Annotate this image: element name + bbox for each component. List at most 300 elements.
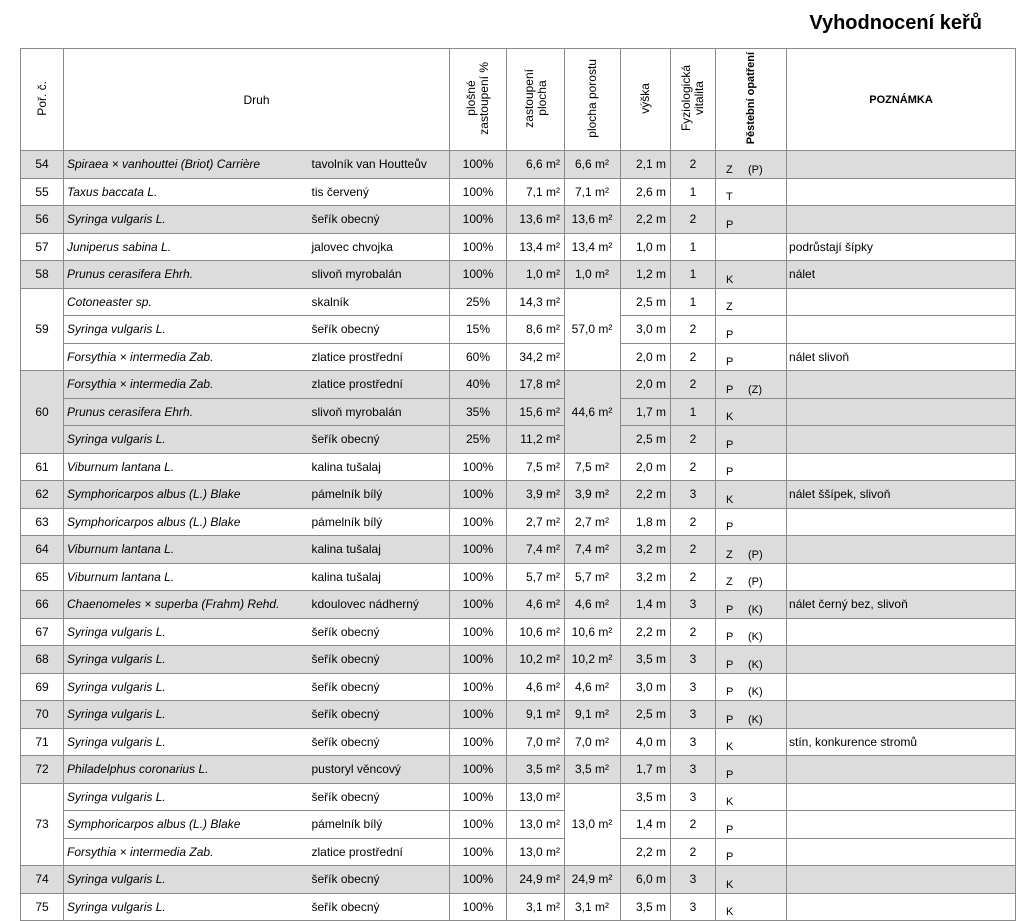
height-value: 2,0 m bbox=[621, 371, 671, 399]
area-value: 4,6 m² bbox=[507, 673, 565, 701]
height-value: 2,6 m bbox=[621, 178, 671, 206]
header-height: výška bbox=[621, 49, 671, 151]
note-cell: podrůstají šípky bbox=[787, 233, 1016, 261]
height-value: 3,2 m bbox=[621, 536, 671, 564]
row-number: 58 bbox=[21, 261, 64, 289]
measure-secondary: (P) bbox=[748, 548, 763, 561]
table-row bbox=[21, 728, 1016, 756]
height-value: 6,0 m bbox=[621, 866, 671, 894]
share-percent: 100% bbox=[450, 646, 507, 674]
height-value: 3,0 m bbox=[621, 316, 671, 344]
czech-name: pustoryl věncový bbox=[309, 756, 450, 784]
table-row bbox=[21, 453, 1016, 481]
note-cell bbox=[787, 453, 1016, 481]
note-cell bbox=[787, 563, 1016, 591]
measure-secondary: (K) bbox=[748, 713, 763, 726]
measure-cell bbox=[716, 811, 787, 839]
measure-primary: P bbox=[726, 356, 734, 368]
row-number: 59 bbox=[21, 288, 64, 371]
table-row bbox=[21, 178, 1016, 206]
share-percent: 100% bbox=[450, 261, 507, 289]
measure-primary: P bbox=[726, 658, 734, 671]
note-cell bbox=[787, 673, 1016, 701]
measure-primary: Z bbox=[726, 163, 733, 176]
area-value: 13,0 m² bbox=[507, 838, 565, 866]
note-cell bbox=[787, 756, 1016, 784]
latin-name: Syringa vulgaris L. bbox=[64, 316, 309, 344]
header-note: POZNÁMKA bbox=[787, 49, 1016, 151]
note-cell: nálet ššípek, slivoň bbox=[787, 481, 1016, 509]
czech-name: šeřík obecný bbox=[309, 673, 450, 701]
vitality-value: 2 bbox=[671, 371, 716, 399]
height-value: 2,1 m bbox=[621, 151, 671, 179]
row-number: 62 bbox=[21, 481, 64, 509]
total-area: 5,7 m² bbox=[565, 563, 621, 591]
height-value: 3,5 m bbox=[621, 646, 671, 674]
measure-primary: Z bbox=[726, 548, 733, 561]
area-value: 13,0 m² bbox=[507, 783, 565, 811]
area-value: 11,2 m² bbox=[507, 426, 565, 454]
measure-primary: P bbox=[726, 823, 734, 836]
area-value: 7,1 m² bbox=[507, 178, 565, 206]
vitality-value: 3 bbox=[671, 673, 716, 701]
total-area: 10,2 m² bbox=[565, 646, 621, 674]
measure-primary: K bbox=[726, 878, 734, 891]
area-value: 4,6 m² bbox=[507, 591, 565, 619]
latin-name: Viburnum lantana L. bbox=[64, 536, 309, 564]
total-area: 9,1 m² bbox=[565, 701, 621, 729]
area-value: 3,9 m² bbox=[507, 481, 565, 509]
row-number: 68 bbox=[21, 646, 64, 674]
header-area: zastoupení plocha bbox=[507, 49, 565, 151]
vitality-value: 2 bbox=[671, 536, 716, 564]
area-value: 6,6 m² bbox=[507, 151, 565, 179]
table-row bbox=[21, 371, 1016, 399]
czech-name: tavolník van Houtteův bbox=[309, 151, 450, 179]
latin-name: Symphoricarpos albus (L.) Blake bbox=[64, 811, 309, 839]
vitality-value: 2 bbox=[671, 426, 716, 454]
row-number: 60 bbox=[21, 371, 64, 454]
vitality-value: 2 bbox=[671, 563, 716, 591]
row-number: 73 bbox=[21, 783, 64, 866]
height-value: 2,5 m bbox=[621, 426, 671, 454]
measure-cell bbox=[716, 646, 787, 674]
measure-cell bbox=[716, 316, 787, 344]
row-number: 75 bbox=[21, 893, 64, 921]
total-area: 10,6 m² bbox=[565, 618, 621, 646]
share-percent: 100% bbox=[450, 783, 507, 811]
share-percent: 100% bbox=[450, 481, 507, 509]
measure-cell bbox=[716, 701, 787, 729]
czech-name: šeřík obecný bbox=[309, 646, 450, 674]
share-percent: 100% bbox=[450, 756, 507, 784]
vitality-value: 2 bbox=[671, 151, 716, 179]
table-row bbox=[21, 316, 1016, 344]
czech-name: kalina tušalaj bbox=[309, 563, 450, 591]
total-area: 7,1 m² bbox=[565, 178, 621, 206]
czech-name: šeřík obecný bbox=[309, 728, 450, 756]
height-value: 3,5 m bbox=[621, 783, 671, 811]
czech-name: zlatice prostřední bbox=[309, 371, 450, 399]
latin-name: Syringa vulgaris L. bbox=[64, 673, 309, 701]
height-value: 1,8 m bbox=[621, 508, 671, 536]
height-value: 3,2 m bbox=[621, 563, 671, 591]
measure-cell bbox=[716, 233, 787, 261]
table-row bbox=[21, 673, 1016, 701]
total-area: 2,7 m² bbox=[565, 508, 621, 536]
total-area: 13,6 m² bbox=[565, 206, 621, 234]
height-value: 2,2 m bbox=[621, 838, 671, 866]
measure-primary: P bbox=[726, 851, 734, 863]
note-cell bbox=[787, 701, 1016, 729]
latin-name: Syringa vulgaris L. bbox=[64, 646, 309, 674]
table-row bbox=[21, 151, 1016, 179]
czech-name: slivoň myrobalán bbox=[309, 398, 450, 426]
total-area: 44,6 m² bbox=[565, 371, 621, 454]
total-area: 3,9 m² bbox=[565, 481, 621, 509]
measure-primary: P bbox=[726, 713, 734, 726]
note-cell bbox=[787, 783, 1016, 811]
share-percent: 100% bbox=[450, 701, 507, 729]
row-number: 71 bbox=[21, 728, 64, 756]
table-row bbox=[21, 398, 1016, 426]
height-value: 2,2 m bbox=[621, 481, 671, 509]
note-cell bbox=[787, 646, 1016, 674]
measure-secondary: (Z) bbox=[748, 383, 763, 396]
vitality-value: 2 bbox=[671, 508, 716, 536]
measure-primary: K bbox=[726, 906, 734, 918]
area-value: 9,1 m² bbox=[507, 701, 565, 729]
height-value: 2,0 m bbox=[621, 453, 671, 481]
latin-name: Chaenomeles × superba (Frahm) Rehd. bbox=[64, 591, 309, 619]
table-row bbox=[21, 536, 1016, 564]
area-value: 15,6 m² bbox=[507, 398, 565, 426]
latin-name: Syringa vulgaris L. bbox=[64, 893, 309, 921]
height-value: 1,4 m bbox=[621, 811, 671, 839]
measure-cell bbox=[716, 893, 787, 921]
czech-name: slivoň myrobalán bbox=[309, 261, 450, 289]
measure-cell bbox=[716, 536, 787, 564]
vitality-value: 1 bbox=[671, 178, 716, 206]
czech-name: zlatice prostřední bbox=[309, 343, 450, 371]
measure-cell bbox=[716, 756, 787, 784]
row-number: 69 bbox=[21, 673, 64, 701]
share-percent: 35% bbox=[450, 398, 507, 426]
measure-cell bbox=[716, 371, 787, 399]
czech-name: zlatice prostřední bbox=[309, 838, 450, 866]
area-value: 13,6 m² bbox=[507, 206, 565, 234]
measure-primary: P bbox=[726, 631, 734, 643]
row-number: 55 bbox=[21, 178, 64, 206]
row-number: 64 bbox=[21, 536, 64, 564]
total-area: 7,4 m² bbox=[565, 536, 621, 564]
row-number: 57 bbox=[21, 233, 64, 261]
measure-cell bbox=[716, 261, 787, 289]
total-area: 57,0 m² bbox=[565, 288, 621, 371]
height-value: 1,0 m bbox=[621, 233, 671, 261]
latin-name: Symphoricarpos albus (L.) Blake bbox=[64, 508, 309, 536]
note-cell: stín, konkurence stromů bbox=[787, 728, 1016, 756]
note-cell bbox=[787, 316, 1016, 344]
header-no: Poř. č. bbox=[21, 49, 64, 151]
measure-primary: K bbox=[726, 493, 734, 506]
vitality-value: 2 bbox=[671, 811, 716, 839]
note-cell bbox=[787, 398, 1016, 426]
measure-primary: K bbox=[726, 411, 734, 423]
height-value: 3,5 m bbox=[621, 893, 671, 921]
shrub-evaluation-table bbox=[20, 48, 1016, 921]
latin-name: Syringa vulgaris L. bbox=[64, 783, 309, 811]
note-cell: nálet slivoň bbox=[787, 343, 1016, 371]
latin-name: Viburnum lantana L. bbox=[64, 453, 309, 481]
latin-name: Syringa vulgaris L. bbox=[64, 728, 309, 756]
row-number: 74 bbox=[21, 866, 64, 894]
share-percent: 100% bbox=[450, 618, 507, 646]
czech-name: šeřík obecný bbox=[309, 783, 450, 811]
latin-name: Spiraea × vanhouttei (Briot) Carrière bbox=[64, 151, 309, 179]
table-row bbox=[21, 343, 1016, 371]
area-value: 2,7 m² bbox=[507, 508, 565, 536]
measure-primary: P bbox=[726, 768, 734, 781]
table-row bbox=[21, 646, 1016, 674]
share-percent: 100% bbox=[450, 206, 507, 234]
measure-secondary: (K) bbox=[748, 631, 763, 643]
share-percent: 60% bbox=[450, 343, 507, 371]
share-percent: 100% bbox=[450, 508, 507, 536]
measure-cell bbox=[716, 783, 787, 811]
czech-name: šeřík obecný bbox=[309, 206, 450, 234]
measure-primary: Z bbox=[726, 576, 733, 588]
measure-primary: P bbox=[726, 328, 734, 341]
area-value: 13,4 m² bbox=[507, 233, 565, 261]
measure-cell bbox=[716, 453, 787, 481]
row-number: 72 bbox=[21, 756, 64, 784]
table-row bbox=[21, 508, 1016, 536]
row-number: 63 bbox=[21, 508, 64, 536]
total-area: 13,4 m² bbox=[565, 233, 621, 261]
measure-cell bbox=[716, 563, 787, 591]
note-cell bbox=[787, 838, 1016, 866]
vitality-value: 1 bbox=[671, 398, 716, 426]
vitality-value: 2 bbox=[671, 343, 716, 371]
note-cell bbox=[787, 178, 1016, 206]
latin-name: Syringa vulgaris L. bbox=[64, 701, 309, 729]
note-cell: nálet černý bez, slivoň bbox=[787, 591, 1016, 619]
share-percent: 100% bbox=[450, 151, 507, 179]
area-value: 10,2 m² bbox=[507, 646, 565, 674]
header-measures: Pěstební opatření bbox=[716, 49, 787, 151]
measure-cell bbox=[716, 591, 787, 619]
vitality-value: 1 bbox=[671, 261, 716, 289]
table-row bbox=[21, 866, 1016, 894]
measure-cell bbox=[716, 866, 787, 894]
area-value: 8,6 m² bbox=[507, 316, 565, 344]
note-cell bbox=[787, 426, 1016, 454]
note-cell bbox=[787, 288, 1016, 316]
area-value: 13,0 m² bbox=[507, 811, 565, 839]
note-cell: nálet bbox=[787, 261, 1016, 289]
row-number: 54 bbox=[21, 151, 64, 179]
vitality-value: 3 bbox=[671, 756, 716, 784]
measure-cell bbox=[716, 178, 787, 206]
note-cell bbox=[787, 508, 1016, 536]
vitality-value: 2 bbox=[671, 453, 716, 481]
measure-cell bbox=[716, 481, 787, 509]
header-species: Druh bbox=[64, 49, 450, 151]
row-number: 56 bbox=[21, 206, 64, 234]
share-percent: 100% bbox=[450, 866, 507, 894]
area-value: 1,0 m² bbox=[507, 261, 565, 289]
measure-secondary: (K) bbox=[748, 603, 763, 616]
height-value: 2,5 m bbox=[621, 701, 671, 729]
row-number: 70 bbox=[21, 701, 64, 729]
vitality-value: 2 bbox=[671, 838, 716, 866]
measure-primary: Z bbox=[726, 301, 733, 313]
measure-primary: P bbox=[726, 521, 734, 533]
share-percent: 100% bbox=[450, 838, 507, 866]
table-row bbox=[21, 481, 1016, 509]
measure-cell bbox=[716, 288, 787, 316]
table-row bbox=[21, 426, 1016, 454]
czech-name: kalina tušalaj bbox=[309, 536, 450, 564]
vitality-value: 3 bbox=[671, 591, 716, 619]
measure-primary: P bbox=[726, 686, 734, 698]
share-percent: 100% bbox=[450, 536, 507, 564]
row-number: 66 bbox=[21, 591, 64, 619]
measure-primary: P bbox=[726, 383, 734, 396]
header-share: plošné zastoupení % bbox=[450, 49, 507, 151]
vitality-value: 3 bbox=[671, 783, 716, 811]
table-row bbox=[21, 233, 1016, 261]
latin-name: Juniperus sabina L. bbox=[64, 233, 309, 261]
table-row bbox=[21, 756, 1016, 784]
area-value: 14,3 m² bbox=[507, 288, 565, 316]
latin-name: Cotoneaster sp. bbox=[64, 288, 309, 316]
latin-name: Philadelphus coronarius L. bbox=[64, 756, 309, 784]
height-value: 1,4 m bbox=[621, 591, 671, 619]
table-row bbox=[21, 618, 1016, 646]
note-cell bbox=[787, 811, 1016, 839]
total-area: 4,6 m² bbox=[565, 673, 621, 701]
measure-secondary: (P) bbox=[748, 576, 763, 588]
note-cell bbox=[787, 618, 1016, 646]
measure-cell bbox=[716, 206, 787, 234]
share-percent: 100% bbox=[450, 233, 507, 261]
total-area: 7,5 m² bbox=[565, 453, 621, 481]
czech-name: pámelník bílý bbox=[309, 481, 450, 509]
czech-name: pámelník bílý bbox=[309, 508, 450, 536]
table-row bbox=[21, 893, 1016, 921]
vitality-value: 3 bbox=[671, 646, 716, 674]
total-area: 7,0 m² bbox=[565, 728, 621, 756]
area-value: 7,5 m² bbox=[507, 453, 565, 481]
czech-name: šeřík obecný bbox=[309, 701, 450, 729]
table-row bbox=[21, 206, 1016, 234]
measure-cell bbox=[716, 728, 787, 756]
czech-name: tis červený bbox=[309, 178, 450, 206]
measure-primary: P bbox=[726, 218, 734, 231]
total-area: 1,0 m² bbox=[565, 261, 621, 289]
share-percent: 25% bbox=[450, 426, 507, 454]
area-value: 5,7 m² bbox=[507, 563, 565, 591]
vitality-value: 2 bbox=[671, 206, 716, 234]
czech-name: jalovec chvojka bbox=[309, 233, 450, 261]
table-row bbox=[21, 288, 1016, 316]
czech-name: šeřík obecný bbox=[309, 426, 450, 454]
note-cell bbox=[787, 151, 1016, 179]
czech-name: kdoulovec nádherný bbox=[309, 591, 450, 619]
height-value: 1,2 m bbox=[621, 261, 671, 289]
height-value: 2,0 m bbox=[621, 343, 671, 371]
total-area: 3,5 m² bbox=[565, 756, 621, 784]
total-area: 4,6 m² bbox=[565, 591, 621, 619]
total-area: 13,0 m² bbox=[565, 783, 621, 866]
row-number: 65 bbox=[21, 563, 64, 591]
share-percent: 100% bbox=[450, 563, 507, 591]
measure-primary: K bbox=[726, 273, 734, 286]
measure-cell bbox=[716, 618, 787, 646]
row-number: 67 bbox=[21, 618, 64, 646]
measure-primary: P bbox=[726, 438, 734, 451]
measure-primary: K bbox=[726, 796, 734, 808]
latin-name: Forsythia × intermedia Zab. bbox=[64, 371, 309, 399]
latin-name: Syringa vulgaris L. bbox=[64, 426, 309, 454]
vitality-value: 1 bbox=[671, 288, 716, 316]
height-value: 1,7 m bbox=[621, 756, 671, 784]
table-row bbox=[21, 261, 1016, 289]
measure-cell bbox=[716, 673, 787, 701]
area-value: 7,4 m² bbox=[507, 536, 565, 564]
latin-name: Taxus baccata L. bbox=[64, 178, 309, 206]
latin-name: Syringa vulgaris L. bbox=[64, 866, 309, 894]
measure-cell bbox=[716, 343, 787, 371]
measure-primary: K bbox=[726, 741, 734, 753]
table-row bbox=[21, 563, 1016, 591]
area-value: 17,8 m² bbox=[507, 371, 565, 399]
area-value: 7,0 m² bbox=[507, 728, 565, 756]
area-value: 24,9 m² bbox=[507, 866, 565, 894]
measure-cell bbox=[716, 151, 787, 179]
latin-name: Syringa vulgaris L. bbox=[64, 206, 309, 234]
czech-name: šeřík obecný bbox=[309, 866, 450, 894]
note-cell bbox=[787, 866, 1016, 894]
measure-secondary: (K) bbox=[748, 658, 763, 671]
vitality-value: 2 bbox=[671, 618, 716, 646]
header-total-area: plocha porostu bbox=[565, 49, 621, 151]
share-percent: 100% bbox=[450, 728, 507, 756]
share-percent: 100% bbox=[450, 673, 507, 701]
height-value: 2,2 m bbox=[621, 618, 671, 646]
area-value: 34,2 m² bbox=[507, 343, 565, 371]
measure-cell bbox=[716, 508, 787, 536]
measure-primary: T bbox=[726, 191, 733, 203]
page-title: Vyhodnocení keřů bbox=[809, 12, 982, 34]
total-area: 24,9 m² bbox=[565, 866, 621, 894]
table-row bbox=[21, 811, 1016, 839]
measure-secondary: (K) bbox=[748, 686, 763, 698]
height-value: 2,2 m bbox=[621, 206, 671, 234]
note-cell bbox=[787, 371, 1016, 399]
height-value: 1,7 m bbox=[621, 398, 671, 426]
measure-cell bbox=[716, 398, 787, 426]
latin-name: Viburnum lantana L. bbox=[64, 563, 309, 591]
note-cell bbox=[787, 536, 1016, 564]
measure-primary: P bbox=[726, 466, 734, 478]
table-row bbox=[21, 838, 1016, 866]
latin-name: Forsythia × intermedia Zab. bbox=[64, 343, 309, 371]
table-row bbox=[21, 783, 1016, 811]
share-percent: 15% bbox=[450, 316, 507, 344]
